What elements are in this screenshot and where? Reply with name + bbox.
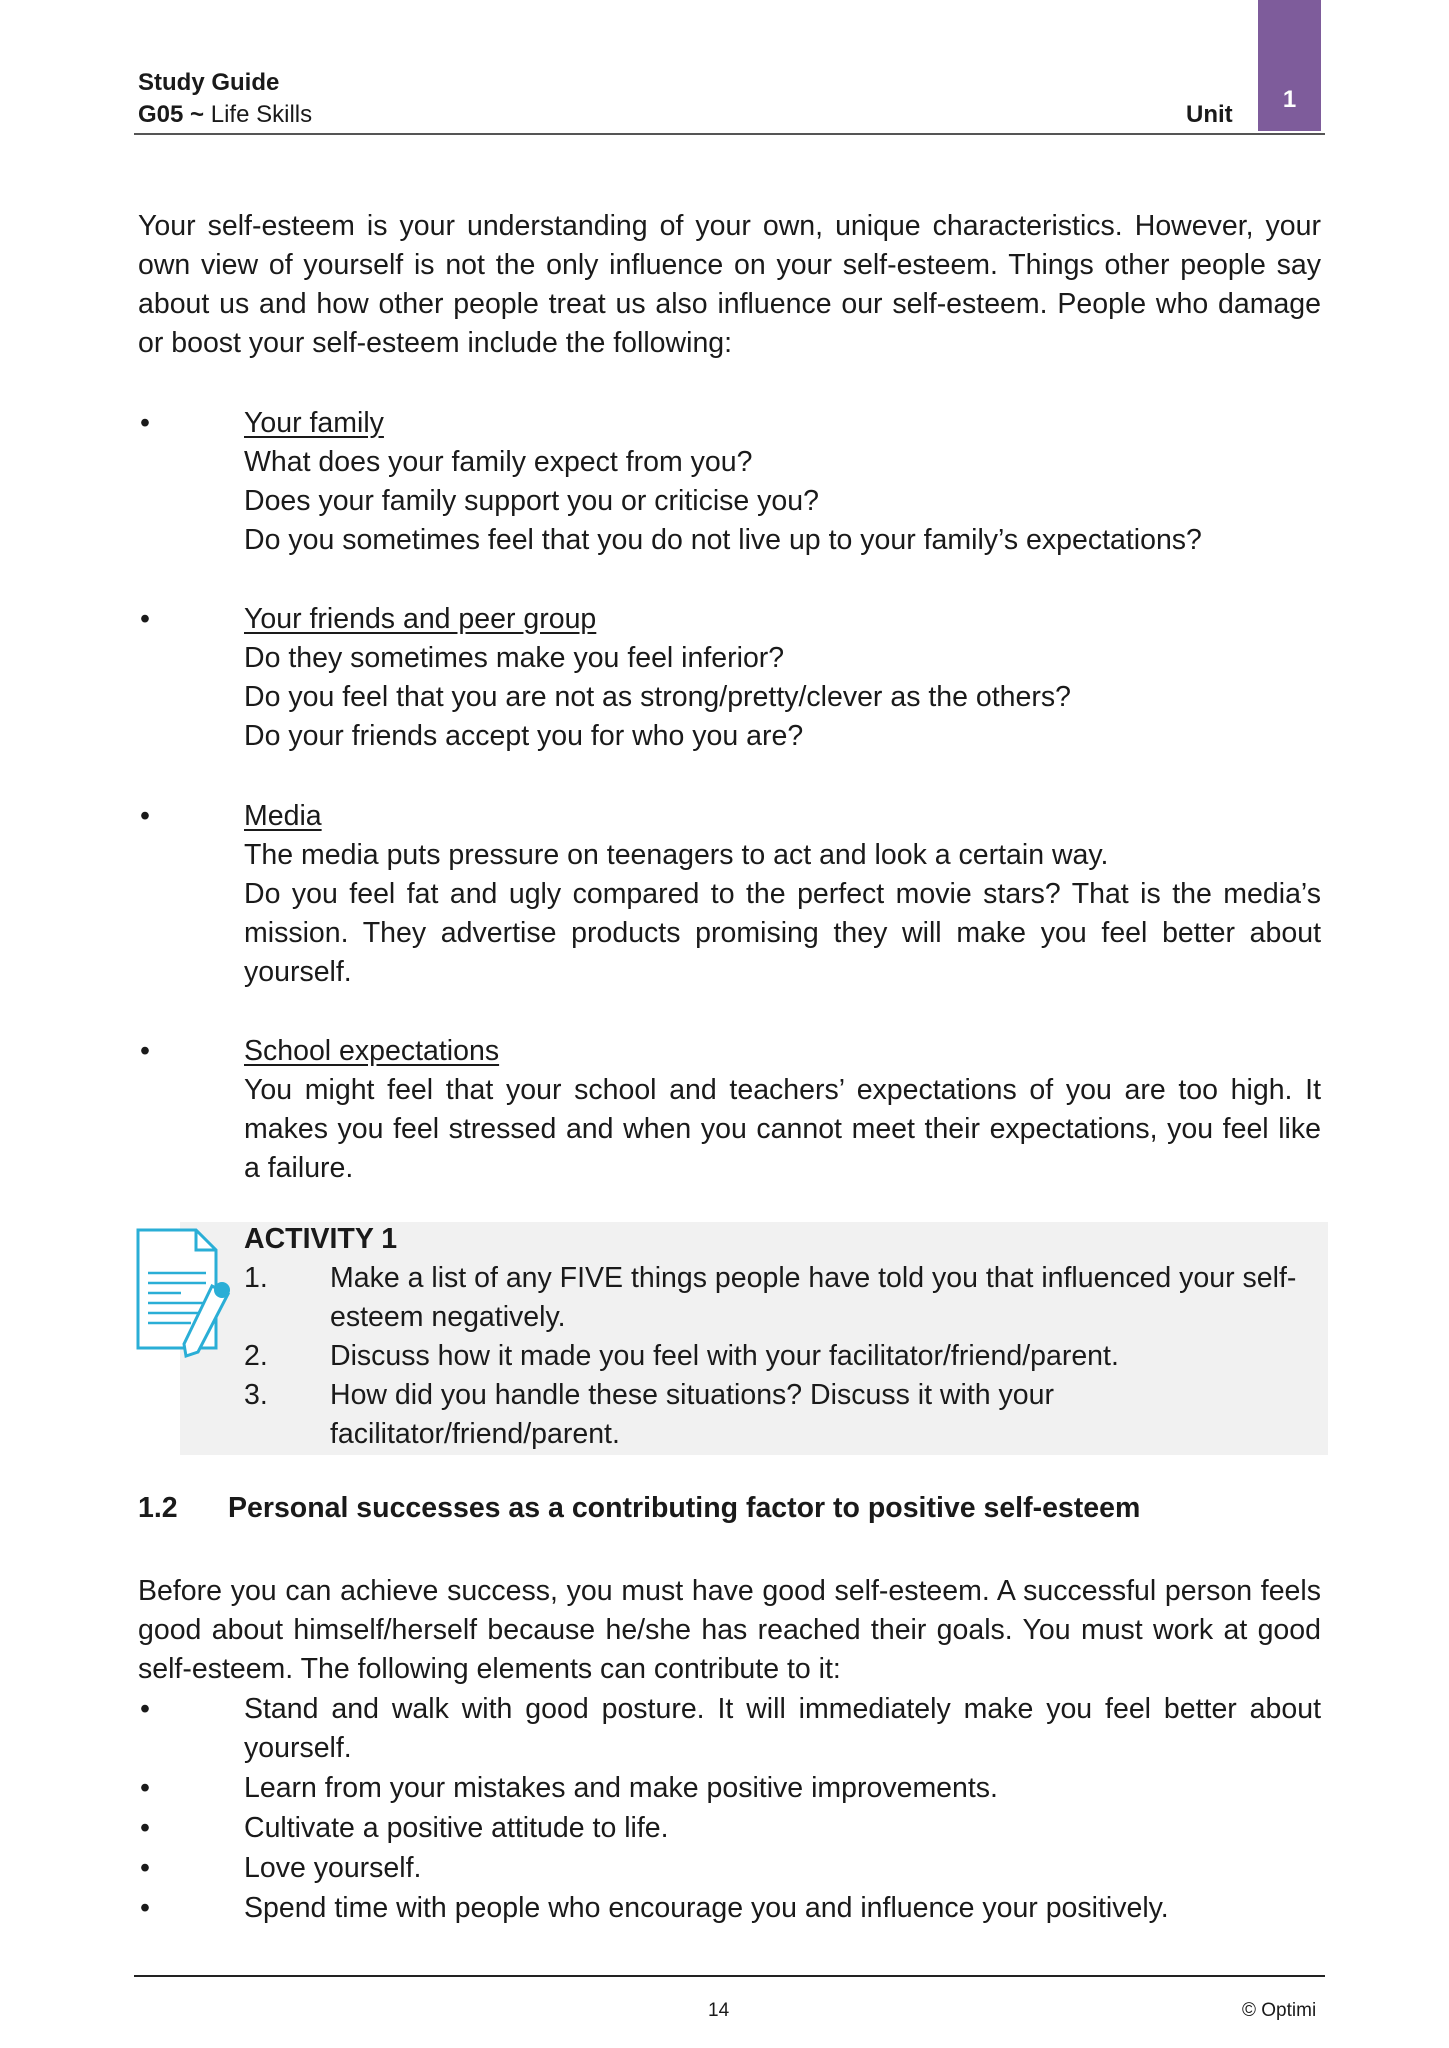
list-item: Stand and walk with good posture. It will immediately make you feel better about yourself. xyxy=(244,1693,1321,1764)
copyright: © Optimi xyxy=(1242,2000,1317,2021)
section-bullets: • Stand and walk with good posture. It will immediately make you feel better about yourself. • Learn from your mistakes and make positive improvements. • Cultivate a positive attitude to life. • Love yourself. • Spend time with people who encourage you and influence your positively. xyxy=(138,1690,1321,1928)
bullet: • xyxy=(140,1035,150,1067)
header-rule xyxy=(134,133,1325,135)
influence-heading: Your family xyxy=(244,407,384,439)
list-item: Cultivate a positive attitude to life. xyxy=(244,1812,669,1844)
activity-title: ACTIVITY 1 xyxy=(244,1223,398,1255)
activity-item: 3. How did you handle these situations? Discuss it with your facilitator/friend/parent. xyxy=(244,1379,1054,1450)
bullet: • xyxy=(140,407,150,439)
header-title: Study Guide xyxy=(138,69,280,96)
page-number: 14 xyxy=(708,2000,730,2021)
bullet: • xyxy=(140,800,150,832)
section-heading: 1.2 Personal successes as a contributing factor to positive self-esteem xyxy=(138,1492,1141,1524)
list-item: Learn from your mistakes and make positive improvements. xyxy=(244,1772,998,1804)
influence-item: • Media The media puts pressure on teenagers to act and look a certain way. Do you feel fat and ugly compared to the perfect movie stars? That is the media’s mission. They advertise products promising they will make you feel better about yourself. xyxy=(138,797,1321,992)
list-item: Spend time with people who encourage you and influence your positively. xyxy=(244,1892,1169,1924)
unit-badge: 1 xyxy=(1258,0,1321,131)
header-subject: G05 ~ Life Skills xyxy=(138,101,313,128)
influence-item: • School expectations You might feel that your school and teachers’ expectations of you are too high. It makes you feel stressed and when you cannot meet their expectations, you feel like a failure. xyxy=(138,1032,1321,1188)
influence-heading: School expectations xyxy=(244,1035,500,1067)
influence-heading: Your friends and peer group xyxy=(244,603,597,635)
list-item: Love yourself. xyxy=(244,1852,422,1884)
activity-item: 2. Discuss how it made you feel with your facilitator/friend/parent. xyxy=(244,1340,1119,1372)
influence-heading: Media xyxy=(244,800,322,832)
influence-item: • Your family What does your family expect from you? Does your family support you or criticise you? Do you sometimes feel that you do not live up to your family’s expectations? xyxy=(138,404,1321,560)
unit-label: Unit xyxy=(1186,101,1233,128)
activity-item: 1. Make a list of any FIVE things people have told you that influenced your self-esteem negatively. xyxy=(244,1262,1297,1333)
activity-content xyxy=(244,1220,1324,1454)
intro-paragraph: Your self-esteem is your understanding of your own, unique characteristics. However, your own view of yourself is not the only influence on your self-esteem. Things other people say about us and how other people treat us also influence our self-esteem. People who damage or boost your self-esteem include the following: xyxy=(138,210,1321,359)
footer-rule xyxy=(134,1975,1325,1977)
document-pencil-icon xyxy=(136,1228,236,1363)
section-intro: Before you can achieve success, you must have good self-esteem. A successful person feels good about himself/herself because he/she has reached their goals. You must work at good self-esteem. The following elements can contribute to it: xyxy=(138,1575,1321,1685)
influence-item: • Your friends and peer group Do they sometimes make you feel inferior? Do you feel that you are not as strong/pretty/clever as the others? Do your friends accept you for who you are? xyxy=(138,600,1321,756)
bullet: • xyxy=(140,603,150,635)
